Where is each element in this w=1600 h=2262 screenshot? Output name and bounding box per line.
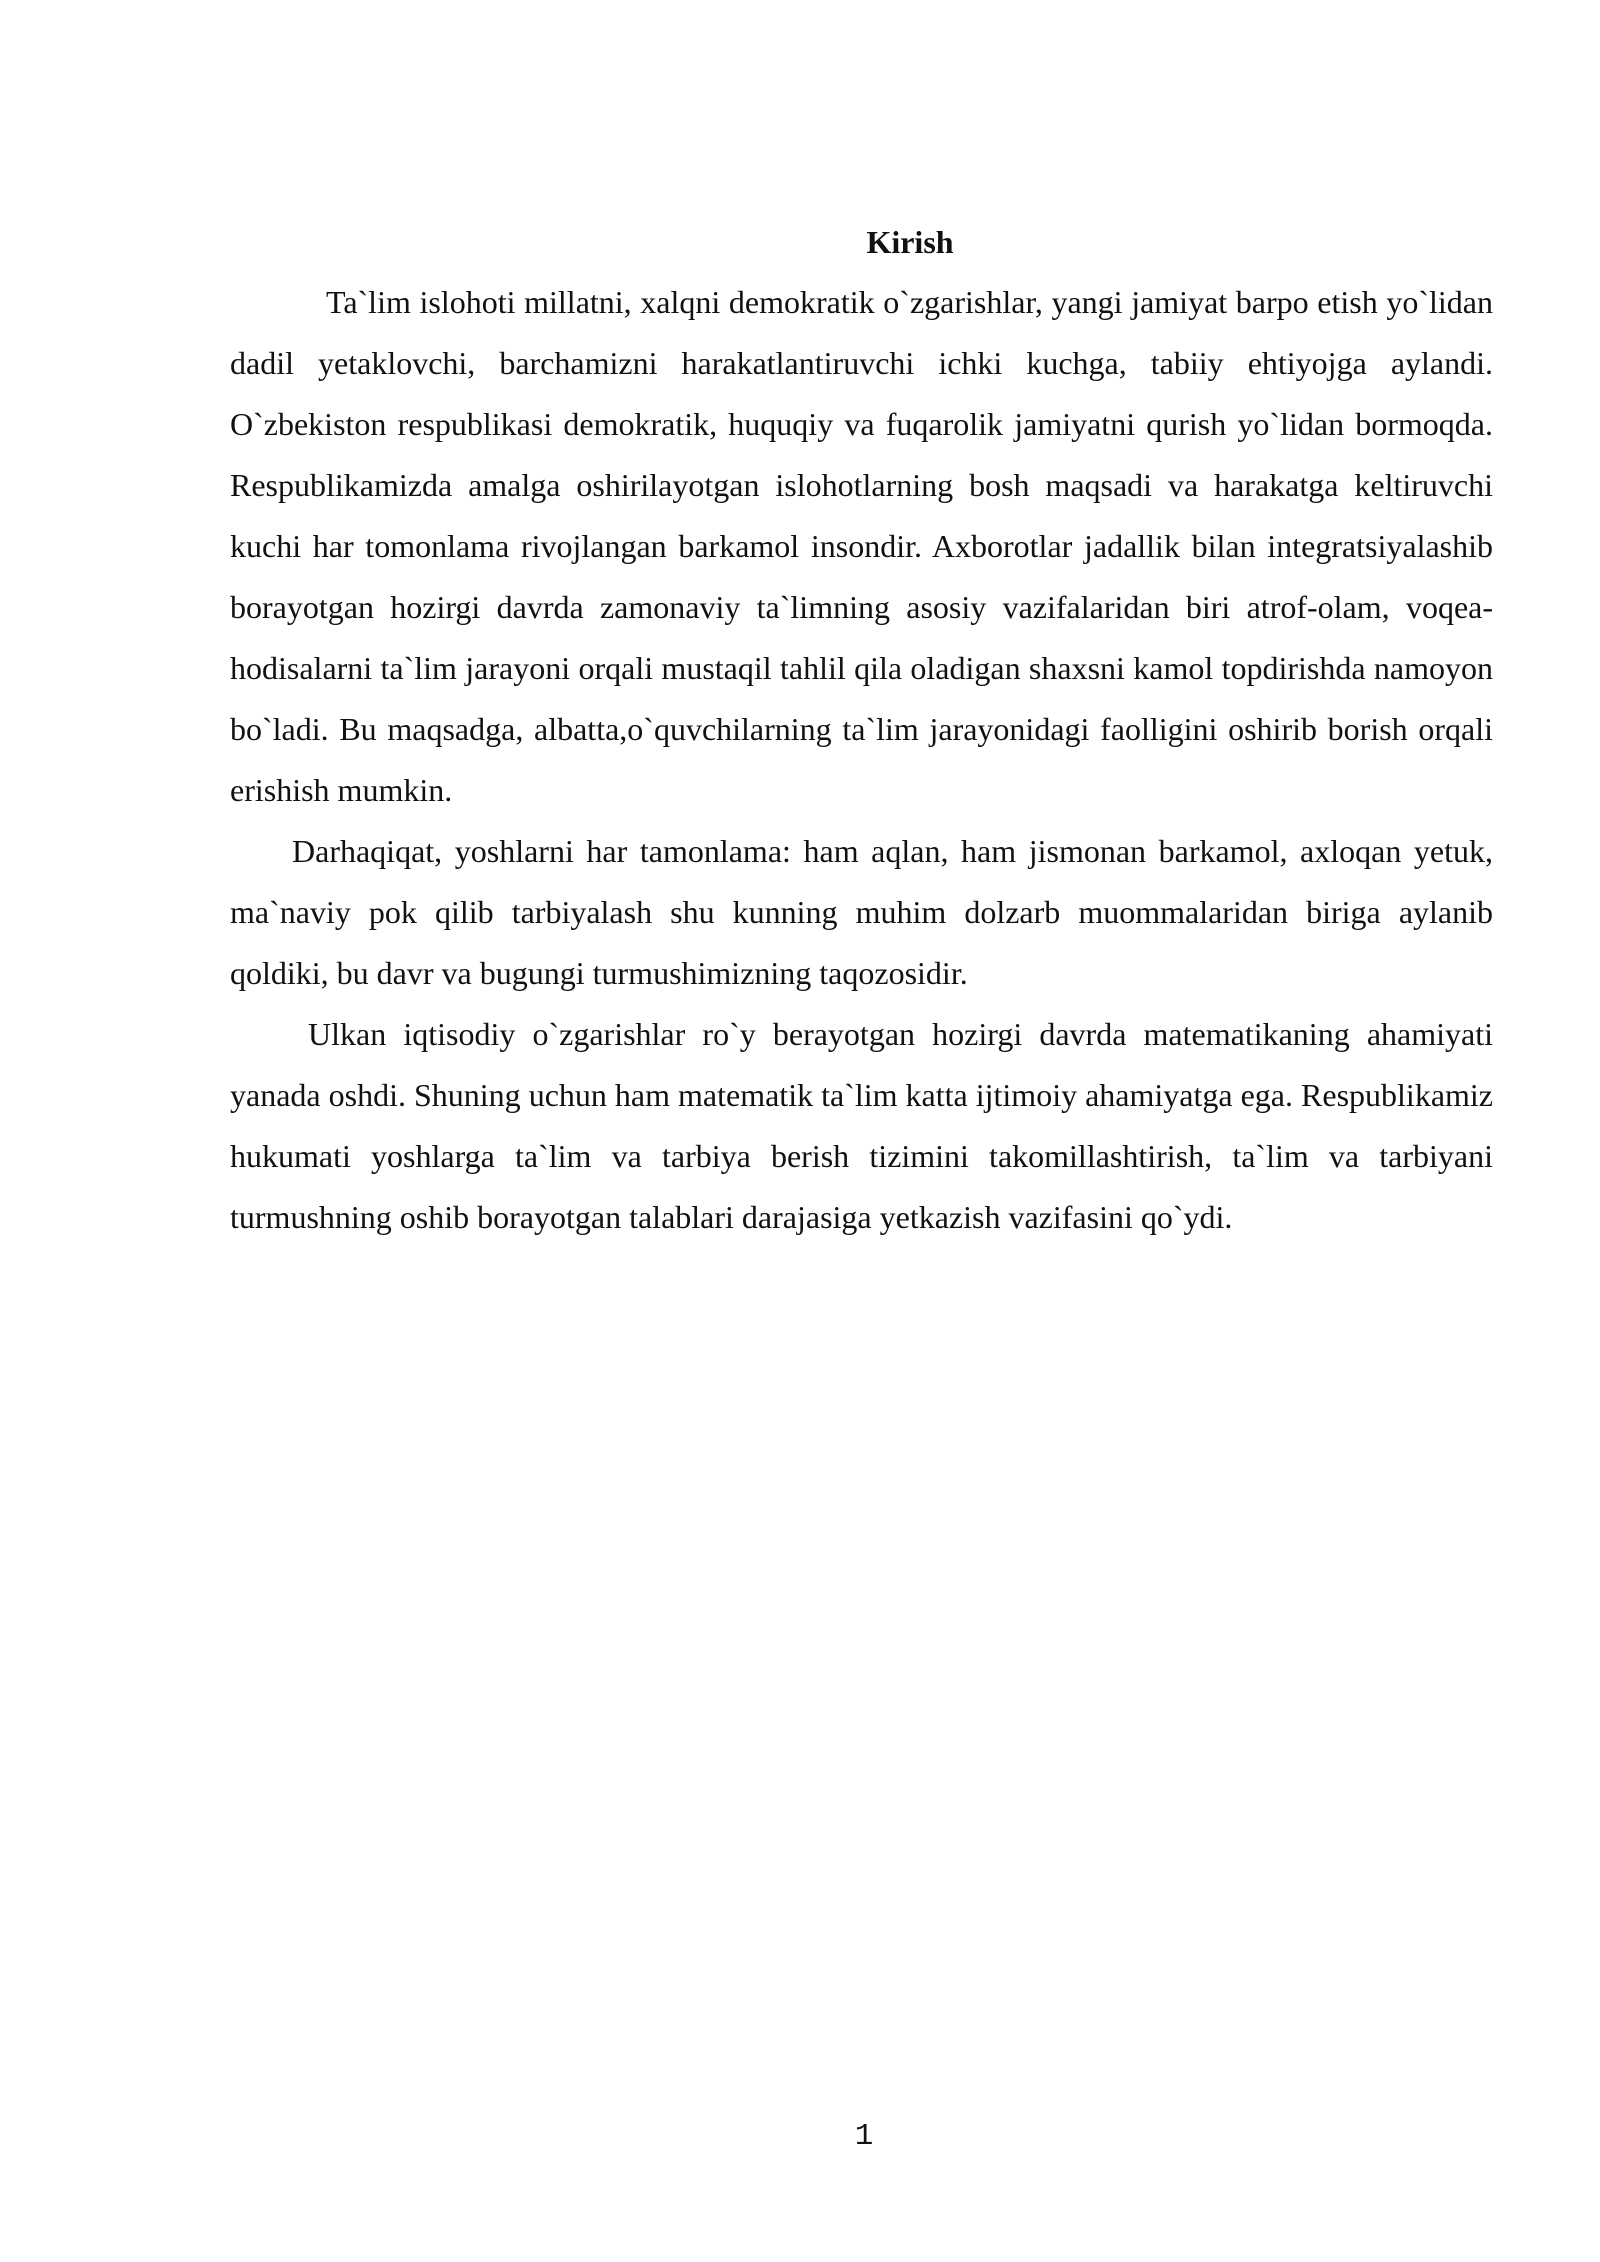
page-number: 1 bbox=[854, 2119, 874, 2154]
body-text bbox=[230, 272, 1493, 1248]
page-title: Kirish bbox=[866, 224, 954, 260]
paragraph-2: Darhaqiqat, yoshlarni har tamonlama: ham aqlan, ham jismonan barkamol, axloqan yetuk, ma`naviy pok qilib tarbiyalash shu kunning muhim dolzarb muommalaridan biriga aylanib qoldiki, bu davr va bugungi turmushimizning taqozosidir. bbox=[230, 833, 1493, 991]
paragraph-1: Ta`lim islohoti millatni, xalqni demokratik o`zgarishlar, yangi jamiyat barpo etish yo`lidan dadil yetaklovchi, barchamizni harakatlantiruvchi ichki kuchga, tabiiy ehtiyojga aylandi. O`zbekiston respublikasi demokratik, huquqiy va fuqarolik jamiyatni qurish yo`lidan bormoqda. Respublikamizda amalga oshirilayotgan islohotlarning bosh maqsadi va harakatga keltiruvchi kuchi har tomonlama rivojlangan barkamol insondir. Axborotlar jadallik bilan integratsiyalashib borayotgan hozirgi davrda zamonaviy ta`limning asosiy vazifalaridan biri atrof-olam, voqea-hodisalarni ta`lim jarayoni orqali mustaqil tahlil qila oladigan shaxsni kamol topdirishda namoyon bo`ladi. Bu maqsadga, albatta,o`quvchilarning ta`lim jarayonidagi faolligini oshirib borish orqali erishish mumkin. bbox=[230, 284, 1493, 808]
paragraph-3: Ulkan iqtisodiy o`zgarishlar ro`y berayotgan hozirgi davrda matematikaning ahamiyati yanada oshdi. Shuning uchun ham matematik ta`lim katta ijtimoiy ahamiyatga ega. Respublikamiz hukumati yoshlarga ta`lim va tarbiya berish tizimini takomillashtirish, ta`lim va tarbiyani turmushning oshib borayotgan talablari darajasiga yetkazish vazifasini qo`ydi. bbox=[230, 1016, 1493, 1235]
